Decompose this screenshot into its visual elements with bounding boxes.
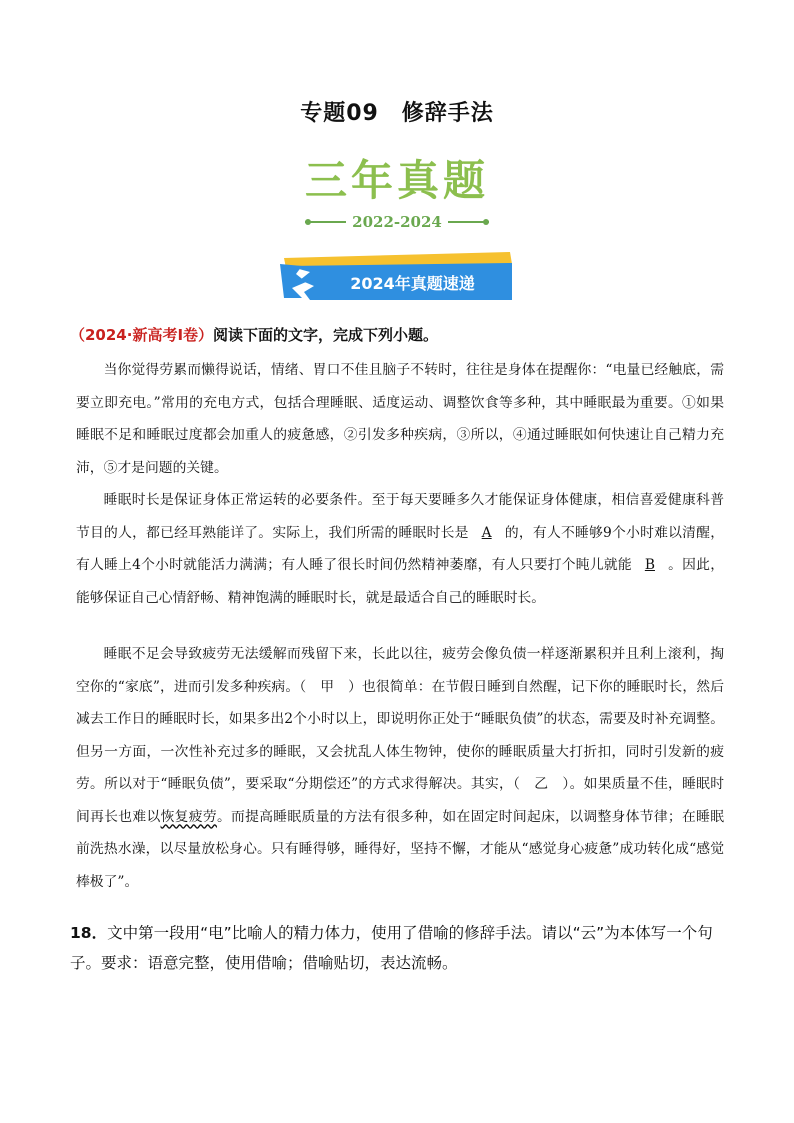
- section-badge-label: 2024年真题速递: [350, 274, 475, 293]
- paragraph-3-text-b: 。而提高睡眠质量的方法有很多种，如在固定时间起床，以调整身体节律；在睡眠前洗热水澡，以尽量放松身心。只有睡得够，睡得好，坚持不懈，才能从“感觉身心疲惫”成功转化成“感觉棒极了”。: [76, 808, 725, 890]
- divider-dot-icon: [305, 219, 311, 225]
- paragraph-2-text-c: 。因此，能够保证自己心情舒畅、精神饱满的睡眠时长，就是最适合自己的睡眠时长。: [76, 557, 724, 606]
- underlined-phrase: 恢复疲劳: [160, 808, 217, 825]
- years-label: 2022-2024: [352, 213, 442, 231]
- paragraph-2-text-b: 的，有人不睡够9个小时难以清醒，有人睡上4个小时就能活力满满；有人睡了很长时间仍然精神萎靡，有人只要打个盹儿就能: [76, 524, 725, 573]
- section-badge: [280, 252, 514, 302]
- passage-paragraph-1: 当你觉得劳累而懒得说话，情绪、胃口不佳且脑子不转时，往往是身体在提醒你：“电量已经触底，需要立即充电。”常用的充电方式，包括合理睡眠、适度运动、调整饮食等多种，其中睡眠最为重要。①如果睡眠不足和睡眠过度都会加重人的疲惫感，②引发多种疾病，③所以，④通过睡眠如何快速让自己精力充沛，⑤才是问题的关键。: [76, 362, 724, 476]
- divider-line-left: [305, 221, 346, 223]
- question-number: 18．: [70, 924, 108, 942]
- blank-b: B: [644, 557, 655, 573]
- passage-paragraph-2: [76, 484, 724, 614]
- divider-dot-icon: [483, 219, 489, 225]
- blank-a: A: [481, 524, 492, 541]
- question-text: 文中第一段用“电”比喻人的精力体力，使用了借喻的修辞手法。请以“云”为本体写一个句子。要求：语意完整，使用借喻；借喻贴切，表达流畅。: [70, 924, 713, 972]
- question-18: [70, 918, 726, 978]
- years-divider: [305, 210, 489, 234]
- passage-paragraph-3: [76, 638, 724, 898]
- banner-three-years: 三年真题: [304, 156, 489, 205]
- page-title: 专题09 修辞手法: [300, 101, 494, 126]
- exam-source: （2024·新高考I卷）: [70, 326, 214, 344]
- paragraph-2-text-a: 睡眠时长是保证身体正常运转的必要条件。至于每天要睡多久才能保证身体健康，相信喜爱健康科普节目的人，都已经耳熟能详了。实际上，我们所需的睡眠时长是: [76, 492, 724, 541]
- question-intro: [70, 324, 730, 345]
- intro-instruction: 阅读下面的文字，完成下列小题。: [213, 326, 439, 344]
- paragraph-3-text-a: 睡眠不足会导致疲劳无法缓解而残留下来，长此以往，疲劳会像负债一样逐渐累积并且利上滚利，掏空你的“家底”，进而引发多种疾病。（ 甲 ）也很简单：在节假日睡到自然醒，记下你的睡眠时长，然后减去工作日的睡眠时长，如果多出2个小时以上，即说明你正处于“睡眠负债”的状态，需要及时补充调整。但另一方面，一次性补充过多的睡眠，又会扰乱人体生物钟，使你的睡眠质量大打折扣，同时引发新的疲劳。所以对于“睡眠负债”，要采取“分期偿还”的方式求得解决。其实，（ 乙 ）。如果质量不佳，睡眠时间再长也难以: [76, 646, 724, 825]
- divider-line-right: [448, 221, 489, 223]
